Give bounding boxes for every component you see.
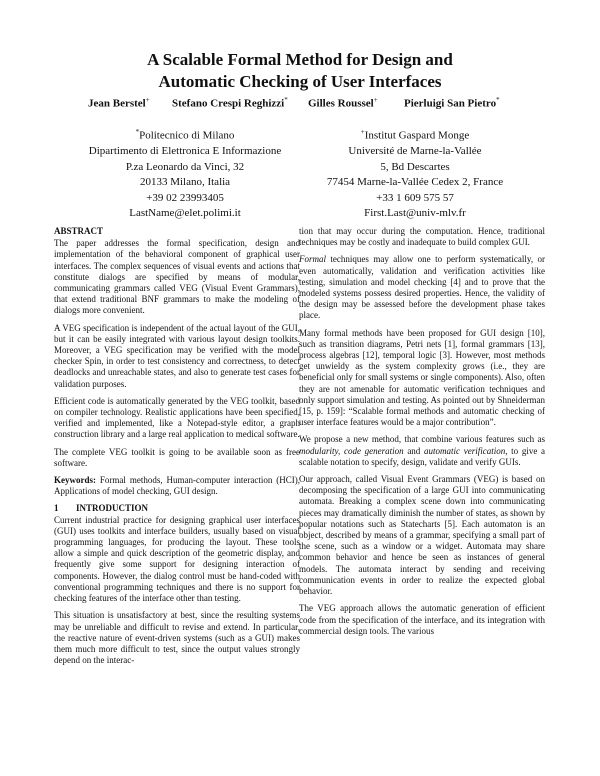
- intro-paragraph: This situation is unsatisfactory at best, since the resulting systems may be unreliable and difficult to revise and extend. In particular, the reactive nature of event-driven systems (such as a GUI) makes them much more difficult to test, since the output values strongly depend on the interac-: [54, 610, 300, 666]
- aff-line: Dipartimento di Elettronica E Informazione: [88, 145, 282, 158]
- body-paragraph: The VEG approach allows the automatic generation of efficient code from the specification of the interface, and its integration with commercial design tools. The various: [299, 603, 545, 636]
- abstract-paragraph: Efficient code is automatically generated by the VEG toolkit, based on compiler technology. Realistic applications have been specified, verified and implemented, like a Notepad-style editor, a graph construction library and a large real application to medical software.: [54, 395, 300, 440]
- intro-paragraph: Current industrial practice for designing graphical user interfaces (GUI) uses toolkits and interface builders, usually based on visual programming languages, for producing the layout. These tools allow a simple and quick description of the geometric display, and frequently give some support for designing interaction of components. However, the dialog control must be hand-coded with conventional programming techniques and there is no support for checking features of the interface other than testing.: [54, 514, 300, 604]
- title-line-1: A Scalable Formal Method for Design and: [147, 50, 453, 69]
- author: Jean Berstel+: [88, 96, 150, 110]
- left-column: [54, 226, 300, 672]
- aff-line: +Institut Gaspard Monge: [360, 128, 470, 142]
- body-paragraph: Formal techniques may allow one to perform systematically, or even automatically, validation and verification activities like testing, simulation and model checking [4] and to prove that the modeled systems possess desired properties. Hence, the validity of the design may be assessed before the development phase takes place.: [299, 254, 545, 321]
- section-heading: 1 INTRODUCTION: [54, 503, 149, 514]
- abstract-paragraph: A VEG specification is independent of the actual layout of the GUI, but it can be easily integrated with various layout design toolkits. Moreover, a VEG specification may be verified with the model checker Spin, in order to test consistency and correctness, to detect deadlocks and unreachable states, and also to generate test cases for validation purposes.: [54, 322, 300, 389]
- body-paragraph: Our approach, called Visual Event Grammars (VEG) is based on decomposing the specification of a large GUI into communicating automata. Breaking a complex scene down into communicating pieces may dramatically diminish the number of states, as shown by popular notations such as Statecharts [5]. Each automaton is an object, described by means of a grammar, specifying a small part of the scene, such as a window or a widget. Automata may share common behavior and hence be seen as instances of general models. The automata interact by sending and receiving communication events in order to realize the expected global behavior.: [299, 474, 545, 597]
- aff-email: First.Last@univ-mlv.fr: [364, 207, 466, 220]
- body-paragraph: We propose a new method, that combine various features such as modularity, code generation and automatic verification, to give a scalable notation to specify, design, validate and verify GUIs.: [299, 434, 546, 467]
- title-line-2: Automatic Checking of User Interfaces: [158, 72, 442, 91]
- body-paragraph: Many formal methods have been proposed for GUI design [10], such as transition diagrams, Petri nets [1], formal grammars [13], process algebras [12], temporal logic [3]. However, most methods get unwieldy as the system complexity grows (i.e., they are beneficial only for small systems or single components). Also, often they are not amenable for automatic verification techniques and only support simulation and testing. As pointed out by Shneiderman [15, p. 159]: “Scalable formal methods and automatic checking of user interface features would be a major contribution”.: [299, 327, 545, 428]
- aff-email: LastName@elet.polimi.it: [129, 207, 241, 220]
- affiliation-right: [290, 125, 540, 222]
- aff-line: P.za Leonardo da Vinci, 32: [125, 160, 245, 173]
- affiliation-left: [60, 125, 310, 222]
- abstract-heading: ABSTRACT: [54, 226, 104, 236]
- abstract-paragraph: The complete VEG toolkit is going to be available soon as free software.: [54, 446, 300, 468]
- author-list: [0, 96, 600, 112]
- aff-line: +39 02 23993405: [146, 191, 224, 204]
- aff-line: +33 1 609 575 57: [376, 191, 454, 204]
- aff-line: 20133 Milano, Italia: [139, 176, 231, 189]
- paper-title: [0, 49, 600, 93]
- aff-line: 5, Bd Descartes: [380, 160, 450, 173]
- abstract-paragraph: The paper addresses the formal specification, design and implementation of the behavioral component of graphical user interfaces. The complex sequences of visual events and actions that constitute dialogs are specified by means of modular, communicating grammars called VEG (Visual Event Grammars), that extend traditional BNF grammars to make the modeling of dialogs more convenient.: [54, 238, 300, 316]
- right-column: [299, 226, 545, 643]
- author: Gilles Roussel+: [308, 96, 378, 110]
- aff-line: 77454 Marne-la-Vallée Cedex 2, France: [326, 176, 504, 189]
- body-paragraph: tion that may occur during the computation. Hence, traditional techniques may be costly and inadequate to build complex GUI.: [299, 226, 545, 248]
- aff-line: Université de Marne-la-Vallée: [348, 145, 482, 158]
- author: Pierluigi San Pietro*: [404, 96, 500, 110]
- aff-line: *Politecnico di Milano: [135, 128, 235, 142]
- keywords: Keywords: Formal methods, Human-computer interaction (HCI), Applications of model checking, GUI design.: [54, 475, 301, 497]
- author: Stefano Crespi Reghizzi*: [172, 96, 288, 110]
